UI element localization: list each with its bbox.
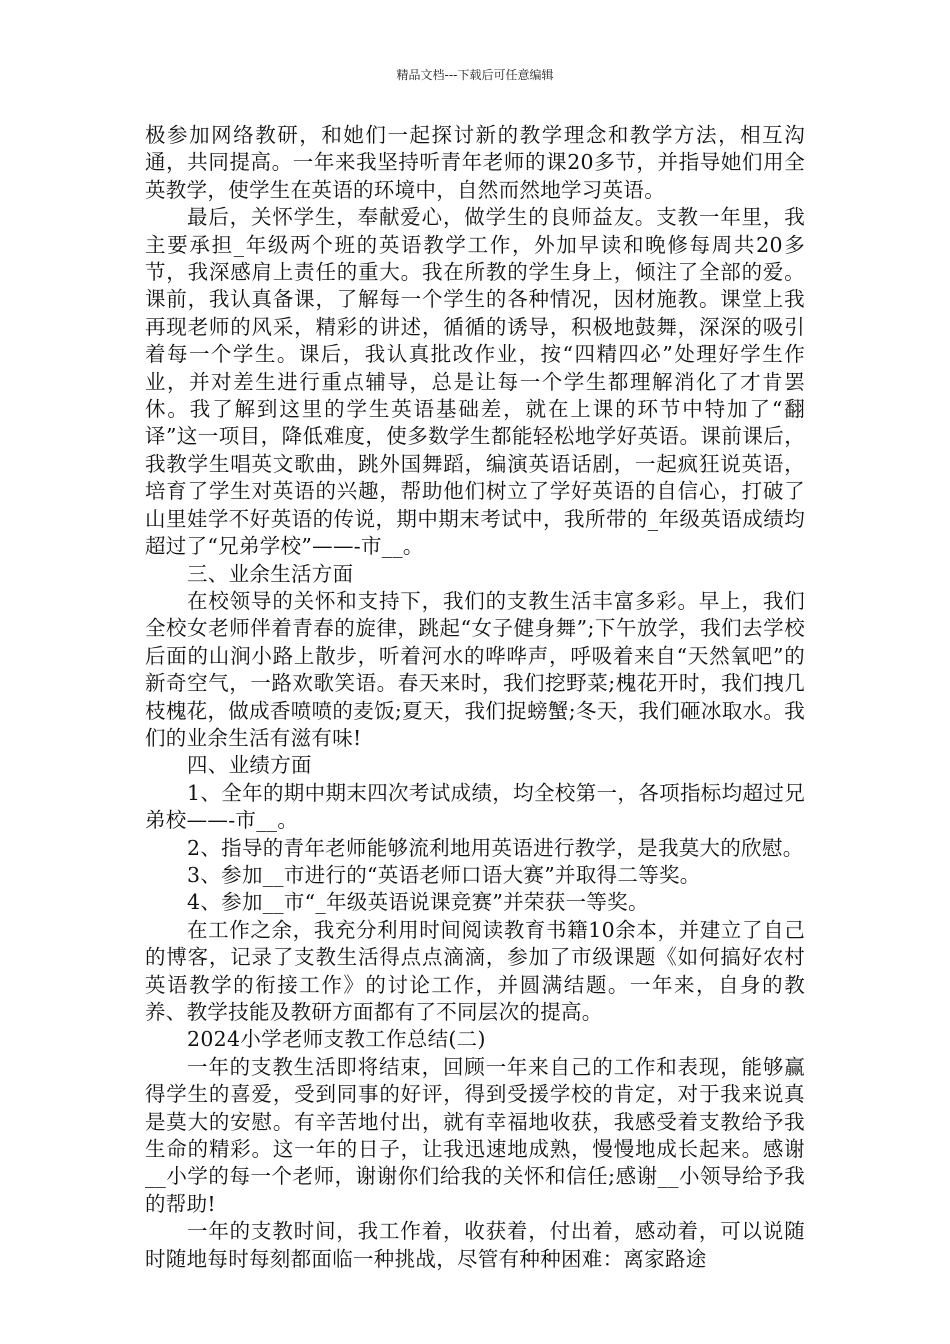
section-heading: 四、业绩方面 [187,753,312,778]
document-body [145,122,805,1273]
list-item: 2、指导的青年老师能够流利地用英语进行教学，是我莫大的欣慰。 [187,835,804,860]
paragraph: 极参加网络教研，和她们一起探讨新的教学理念和教学方法，相互沟通，共同提高。一年来我坚持听青年老师的课20多节，并指导她们用全英教学，使学生在英语的环境中，自然而然地学习英语。 [145,123,805,202]
paragraph: 最后，关怀学生，奉献爱心，做学生的良师益友。支教一年里，我主要承担_年级两个班的英语教学工作，外加早读和晚修每周共20多节，我深感肩上责任的重大。我在所教的学生身上，倾注了全部的爱。课前，我认真备课，了解每一个学生的各种情况，因材施教。课堂上我再现老师的风采，精彩的讲述，循循的诱导，积极地鼓舞，深深的吸引着每一个学生。课后，我认真批改作业，按“四精四必”处理好学生作业，并对差生进行重点辅导，总是让每一个学生都理解消化了才肯罢休。我了解到这里的学生英语基础差，就在上课的环节中特加了“翻译”这一项目，降低难度，使多数学生都能轻松地学好英语。课前课后，我教学生唱英文歌曲，跳外国舞蹈，编演英语话剧，一起疯狂说英语，培育了学生对英语的兴趣，帮助他们树立了学好英语的自信心，打破了山里娃学不好英语的传说，期中期末考试中，我所带的_年级英语成绩均超过了“兄弟学校”——-市__。 [145,205,805,559]
document-subtitle: 2024小学老师支教工作总结(二) [187,1027,486,1052]
paragraph: 一年的支教时间，我工作着，收获着，付出着，感动着，可以说随时随地每时每刻都面临一种挑战，尽管有种种困难：离家路途 [145,1219,805,1271]
paragraph: 在工作之余，我充分利用时间阅读教育书籍10余本，并建立了自己的博客，记录了支教生活得点点滴滴，参加了市级课题《如何搞好农村英语教学的衔接工作》的讨论工作，并圆满结题。一年来，自身的教养、教学技能及教研方面都有了不同层次的提高。 [145,917,805,1024]
list-item: 3、参加__市进行的“英语老师口语大赛”并取得二等奖。 [187,862,701,887]
list-item: 4、参加__市“_年级英语说课竞赛”并荣获一等奖。 [187,890,649,915]
list-item: 1、全年的期中期末四次考试成绩，均全校第一，各项指标均超过兄弟校——-市__。 [145,780,805,833]
paragraph: 在校领导的关怀和支持下，我们的支教生活丰富多彩。早上，我们全校女老师伴着青春的旋律，跳起“女子健身舞”;下午放学，我们去学校后面的山涧小路上散步，听着河水的哗哗声，呼吸着来自“天然氧吧”的新奇空气，一路欢歌笑语。春天来时，我们挖野菜;槐花开时，我们拽几枝槐花，做成香喷喷的麦饭;夏天，我们捉螃蟹;冬天，我们砸冰取水。我们的业余生活有滋有味! [145,588,805,750]
page-header: 精品文档---下载后可任意编辑 [396,68,554,82]
paragraph: 一年的支教生活即将结束，回顾一年来自己的工作和表现，能够赢得学生的喜爱，受到同事的好评，得到受援学校的肯定，对于我来说真是莫大的安慰。有辛苦地付出，就有幸福地收获，我感受着支教给予我生命的精彩。这一年的日子，让我迅速地成熟，慢慢地成长起来。感谢__小学的每一个老师，谢谢你们给我的关怀和信任;感谢__小领导给予我的帮助! [145,1054,805,1216]
section-heading: 三、业余生活方面 [187,561,354,586]
